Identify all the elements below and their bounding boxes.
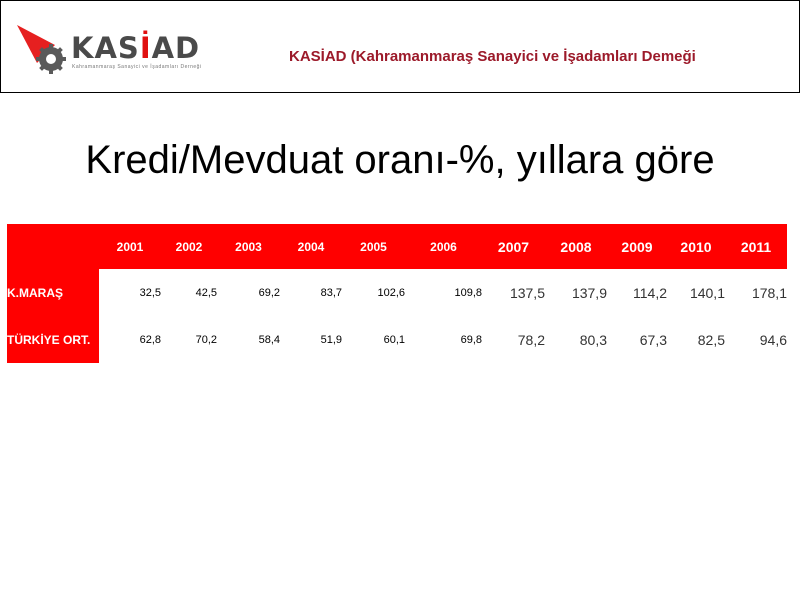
table-cell: 102,6 <box>377 286 405 299</box>
table-cell: 58,4 <box>258 333 280 346</box>
header-bar <box>0 0 800 93</box>
table-cell: 32,5 <box>139 286 161 299</box>
table-cell: 137,5 <box>509 284 545 301</box>
table-cell: 114,2 <box>633 284 667 301</box>
ratio-table <box>7 224 787 363</box>
table-row <box>7 269 787 316</box>
logo-wordmark: KASİAD <box>71 31 201 65</box>
table-cell: 83,7 <box>320 286 342 299</box>
table-cell: 51,9 <box>320 333 342 346</box>
table-cell: 140,1 <box>689 284 725 301</box>
table-row <box>7 316 787 363</box>
table-cell: 94,6 <box>759 331 787 348</box>
year-header: 2009 <box>607 224 667 269</box>
table-cell: 178,1 <box>751 284 787 301</box>
year-header: 2005 <box>342 224 405 269</box>
table-header-row <box>7 224 787 269</box>
year-header: 2006 <box>405 224 482 269</box>
table-cell: 137,9 <box>571 284 607 301</box>
year-header: 2001 <box>99 224 161 269</box>
kasiad-logo <box>15 23 225 75</box>
row-label: TÜRKİYE ORT. <box>7 316 99 363</box>
table-cell: 80,3 <box>579 331 607 348</box>
table-cell: 69,2 <box>258 286 280 299</box>
logo-tagline: Kahramanmaraş Sanayici ve İşadamları Derneği <box>72 64 202 70</box>
organization-name: KASİAD (Kahramanmaraş Sanayici ve İşadamları Demeği <box>289 48 696 65</box>
row-label: K.MARAŞ <box>7 269 99 316</box>
slide-title: Kredi/Mevduat oranı-%, yıllara göre <box>85 138 715 182</box>
table-cell: 78,2 <box>517 331 545 348</box>
table-cell: 42,5 <box>195 286 217 299</box>
table-cell: 70,2 <box>195 333 217 346</box>
table-cell: 82,5 <box>697 331 725 348</box>
table-cell: 109,8 <box>454 286 482 299</box>
gear-and-triangle-icon <box>15 23 71 75</box>
table-cell: 60,1 <box>383 333 405 346</box>
table-cell: 62,8 <box>139 333 161 346</box>
year-header: 2003 <box>217 224 280 269</box>
year-header: 2010 <box>667 224 725 269</box>
year-header: 2011 <box>725 224 787 269</box>
year-header: 2004 <box>280 224 342 269</box>
year-header: 2008 <box>545 224 607 269</box>
year-header: 2007 <box>482 224 545 269</box>
year-header: 2002 <box>161 224 217 269</box>
table-cell: 69,8 <box>460 333 482 346</box>
header-corner-cell <box>7 224 99 269</box>
table-cell: 67,3 <box>639 331 667 348</box>
